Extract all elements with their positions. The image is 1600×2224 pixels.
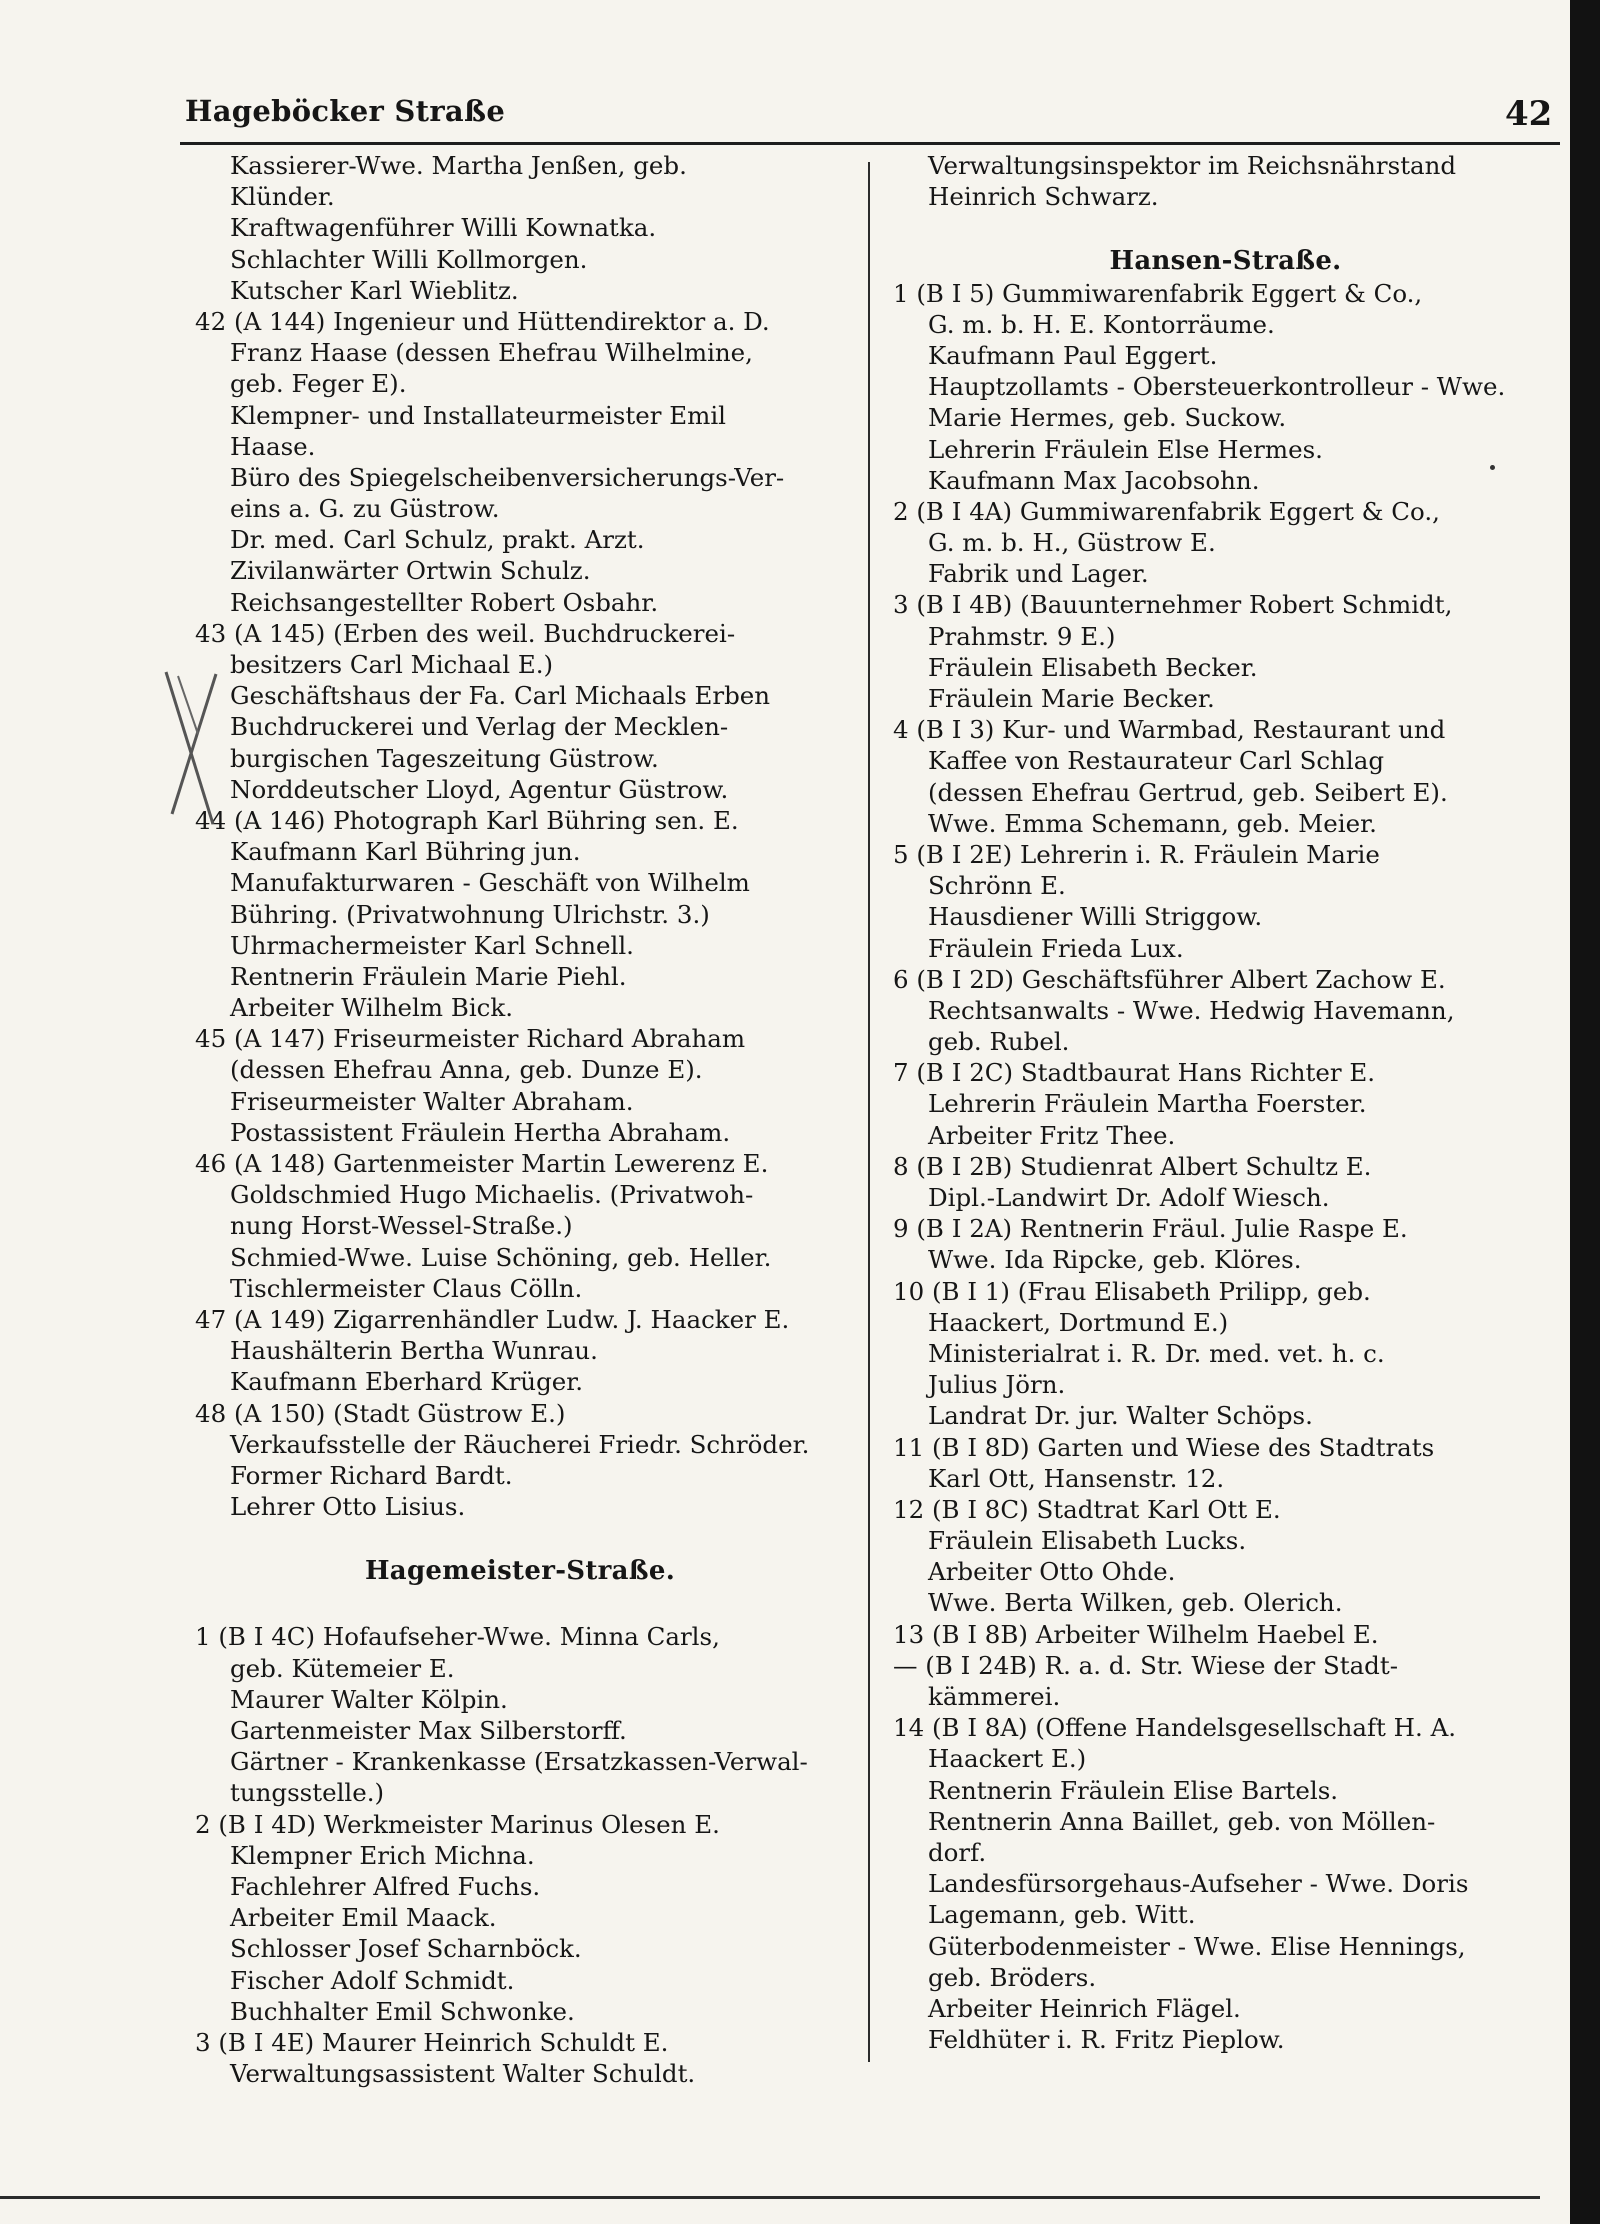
house-entry-line: — (B I 24B) R. a. d. Str. Wiese der Stadt- [893, 1650, 1398, 1680]
directory-line: Kaffee von Restaurateur Carl Schlag [928, 746, 1385, 776]
house-entry-line: 14 (B I 8A) (Offene Handelsgesellschaft H. A. [893, 1713, 1457, 1743]
column-divider [868, 162, 870, 2062]
directory-line: geb. Rubel. [928, 1027, 1070, 1057]
directory-line: Landesfürsorgehaus-Aufseher - Wwe. Doris [928, 1869, 1469, 1899]
directory-line: Haushälterin Bertha Wunrau. [230, 1336, 598, 1366]
directory-line: Fischer Adolf Schmidt. [230, 1965, 515, 1995]
directory-line: Rentnerin Fräulein Elise Bartels. [928, 1775, 1339, 1805]
directory-line: Arbeiter Emil Maack. [230, 1903, 497, 1933]
directory-line: Zivilanwärter Ortwin Schulz. [230, 556, 591, 586]
directory-line: geb. Feger E). [230, 369, 407, 399]
directory-line: Güterbodenmeister - Wwe. Elise Hennings, [928, 1931, 1466, 1961]
house-entry-line: 42 (A 144) Ingenieur und Hüttendirektor a. D. [195, 306, 770, 336]
directory-line: Buchhalter Emil Schwonke. [230, 1996, 575, 2026]
house-entry-line: 3 (B I 4B) (Bauunternehmer Robert Schmidt, [893, 590, 1453, 620]
directory-line: (dessen Ehefrau Anna, geb. Dunze E). [230, 1055, 703, 1085]
directory-line: Julius Jörn. [928, 1370, 1066, 1400]
directory-line: Fabrik und Lager. [928, 559, 1149, 589]
directory-line: burgischen Tageszeitung Güstrow. [230, 743, 659, 773]
directory-line: Wwe. Berta Wilken, geb. Olerich. [928, 1588, 1343, 1618]
directory-line: Kaufmann Eberhard Krüger. [230, 1367, 584, 1397]
page-number: 42 [1505, 94, 1553, 134]
directory-line: Franz Haase (dessen Ehefrau Wilhelmine, [230, 338, 753, 368]
directory-line: Schrönn E. [928, 871, 1066, 901]
street-heading: Hansen-Straße. [1109, 246, 1342, 277]
directory-line: Bühring. (Privatwohnung Ulrichstr. 3.) [230, 899, 710, 929]
directory-line: Schmied-Wwe. Luise Schöning, geb. Heller. [230, 1242, 772, 1272]
house-entry-line: 1 (B I 5) Gummiwarenfabrik Eggert & Co., [893, 278, 1423, 308]
directory-line: Arbeiter Otto Ohde. [928, 1557, 1176, 1587]
directory-line: Kassierer-Wwe. Martha Jenßen, geb. [230, 151, 687, 180]
handwritten-cross-mark [158, 664, 228, 834]
directory-line: Verwaltungsassistent Walter Schuldt. [230, 2059, 696, 2089]
directory-line: Arbeiter Wilhelm Bick. [230, 993, 514, 1023]
directory-line: Buchdruckerei und Verlag der Mecklen- [230, 712, 729, 742]
directory-line: Arbeiter Fritz Thee. [928, 1120, 1176, 1150]
directory-line: Gartenmeister Max Silberstorff. [230, 1716, 627, 1745]
house-entry-line: 45 (A 147) Friseurmeister Richard Abraham [195, 1024, 746, 1054]
section-spacer [195, 1587, 845, 1621]
directory-line: Heinrich Schwarz. [928, 182, 1159, 212]
directory-line: Landrat Dr. jur. Walter Schöps. [928, 1401, 1313, 1431]
house-entry-line: 2 (B I 4D) Werkmeister Marinus Olesen E. [195, 1809, 720, 1839]
directory-line: Kutscher Karl Wieblitz. [230, 275, 519, 305]
directory-line: (dessen Ehefrau Gertrud, geb. Seibert E). [928, 777, 1448, 807]
directory-line: Lehrer Otto Lisius. [230, 1492, 466, 1522]
directory-line: kämmerei. [928, 1682, 1061, 1711]
directory-line: Schlosser Josef Scharnböck. [230, 1934, 582, 1964]
directory-line: Ministerialrat i. R. Dr. med. vet. h. c. [928, 1338, 1385, 1368]
section-spacer [893, 212, 1558, 246]
house-entry-line: 11 (B I 8D) Garten und Wiese des Stadtrats [893, 1432, 1435, 1462]
running-title: Hageböcker Straße [185, 94, 506, 128]
directory-line: Manufakturwaren - Geschäft von Wilhelm [230, 868, 750, 898]
directory-line: tungsstelle.) [230, 1778, 385, 1808]
directory-line: G. m. b. H., Güstrow E. [928, 528, 1216, 558]
directory-line: Prahmstr. 9 E.) [928, 621, 1116, 651]
house-entry-line: 10 (B I 1) (Frau Elisabeth Prilipp, geb. [893, 1276, 1371, 1306]
directory-line: Dr. med. Carl Schulz, prakt. Arzt. [230, 525, 645, 555]
section-spacer [195, 1522, 845, 1556]
directory-line: Büro des Spiegelscheibenversicherungs-Ver- [230, 462, 785, 492]
directory-line: Geschäftshaus der Fa. Carl Michaals Erben [230, 681, 771, 711]
house-entry-line: 3 (B I 4E) Maurer Heinrich Schuldt E. [195, 2027, 669, 2057]
directory-line: Haackert, Dortmund E.) [928, 1307, 1229, 1337]
directory-line: Tischlermeister Claus Cölln. [230, 1273, 583, 1303]
directory-line: Rechtsanwalts - Wwe. Hedwig Havemann, [928, 995, 1455, 1025]
directory-line: Fräulein Frieda Lux. [928, 933, 1184, 963]
house-entry-line: 44 (A 146) Photograph Karl Bühring sen. E. [195, 805, 739, 835]
directory-line: Arbeiter Heinrich Flägel. [928, 1993, 1241, 2023]
left-column [195, 150, 845, 2089]
directory-line: Goldschmied Hugo Michaelis. (Privatwoh- [230, 1180, 754, 1210]
directory-line: Former Richard Bardt. [230, 1460, 513, 1490]
house-entry-line: 6 (B I 2D) Geschäftsführer Albert Zachow E. [893, 964, 1446, 994]
directory-line: Verwaltungsinspektor im Reichsnährstand [928, 151, 1457, 180]
house-entry-line: 7 (B I 2C) Stadtbaurat Hans Richter E. [893, 1058, 1376, 1088]
directory-line: Fräulein Marie Becker. [928, 684, 1215, 713]
house-entry-line: 4 (B I 3) Kur- und Warmbad, Restaurant und [893, 715, 1446, 745]
directory-line: Lagemann, geb. Witt. [928, 1900, 1196, 1930]
directory-line: Klünder. [230, 182, 335, 212]
directory-line: Verkaufsstelle der Räucherei Friedr. Schröder. [230, 1429, 810, 1459]
directory-line: Lehrerin Fräulein Martha Foerster. [928, 1089, 1367, 1119]
stray-dot [1490, 465, 1495, 470]
directory-line: Dipl.-Landwirt Dr. Adolf Wiesch. [928, 1183, 1330, 1212]
page-edge-line [0, 2196, 1540, 2199]
directory-line: Hauptzollamts - Obersteuerkontrolleur - Wwe. [928, 372, 1506, 402]
house-entry-line: 13 (B I 8B) Arbeiter Wilhelm Haebel E. [893, 1619, 1379, 1649]
directory-line: Kraftwagenführer Willi Kownatka. [230, 213, 657, 243]
directory-line: Wwe. Emma Schemann, geb. Meier. [928, 808, 1377, 838]
directory-line: nung Horst-Wessel-Straße.) [230, 1211, 573, 1241]
directory-line: G. m. b. H. E. Kontorräume. [928, 309, 1275, 339]
directory-line: Fräulein Elisabeth Lucks. [928, 1526, 1247, 1556]
directory-line: Hausdiener Willi Striggow. [928, 902, 1263, 932]
house-entry-line: 46 (A 148) Gartenmeister Martin Lewerenz E. [195, 1149, 769, 1178]
house-entry-line: 5 (B I 2E) Lehrerin i. R. Fräulein Marie [893, 839, 1380, 869]
directory-line: geb. Bröders. [928, 1962, 1097, 1992]
directory-line: Fachlehrer Alfred Fuchs. [230, 1871, 541, 1901]
directory-line: Schlachter Willi Kollmorgen. [230, 244, 588, 274]
house-entry-line: 2 (B I 4A) Gummiwarenfabrik Eggert & Co., [893, 496, 1440, 526]
directory-line: Klempner- und Installateurmeister Emil [230, 400, 727, 430]
street-heading: Hagemeister-Straße. [364, 1556, 676, 1587]
directory-line: besitzers Carl Michaal E.) [230, 650, 554, 679]
directory-line: Friseurmeister Walter Abraham. [230, 1086, 634, 1116]
right-column [893, 150, 1558, 2055]
house-entry-line: 48 (A 150) (Stadt Güstrow E.) [195, 1398, 566, 1428]
directory-line: Gärtner - Krankenkasse (Ersatzkassen-Verwal- [230, 1747, 808, 1777]
directory-line: Maurer Walter Kölpin. [230, 1684, 508, 1714]
scan-border [1570, 0, 1600, 2224]
directory-line: Kaufmann Karl Bühring jun. [230, 837, 581, 867]
directory-line: dorf. [928, 1837, 987, 1867]
directory-line: Norddeutscher Lloyd, Agentur Güstrow. [230, 774, 729, 804]
house-entry-line: 9 (B I 2A) Rentnerin Fräul. Julie Raspe E. [893, 1214, 1408, 1244]
directory-line: Rentnerin Anna Baillet, geb. von Möllen- [928, 1806, 1436, 1836]
directory-line: Reichsangestellter Robert Osbahr. [230, 587, 659, 617]
directory-line: Karl Ott, Hansenstr. 12. [928, 1463, 1225, 1493]
directory-line: eins a. G. zu Güstrow. [230, 494, 500, 524]
directory-line: Marie Hermes, geb. Suckow. [928, 403, 1287, 433]
directory-line: Feldhüter i. R. Fritz Pieplow. [928, 2025, 1285, 2055]
directory-line: Haackert E.) [928, 1744, 1087, 1774]
house-entry-line: 47 (A 149) Zigarrenhändler Ludw. J. Haacker E. [195, 1304, 790, 1334]
directory-line: Haase. [230, 431, 316, 461]
house-entry-line: 8 (B I 2B) Studienrat Albert Schultz E. [893, 1151, 1372, 1181]
directory-line: Postassistent Fräulein Hertha Abraham. [230, 1117, 731, 1147]
directory-line: Klempner Erich Michna. [230, 1840, 535, 1870]
directory-line: geb. Kütemeier E. [230, 1653, 455, 1683]
directory-line: Wwe. Ida Ripcke, geb. Klöres. [928, 1245, 1302, 1275]
house-entry-line: 12 (B I 8C) Stadtrat Karl Ott E. [893, 1494, 1281, 1524]
directory-line: Kaufmann Paul Eggert. [928, 340, 1218, 370]
directory-line: Lehrerin Fräulein Else Hermes. [928, 434, 1323, 464]
directory-line: Rentnerin Fräulein Marie Piehl. [230, 961, 627, 991]
house-entry-line: 43 (A 145) (Erben des weil. Buchdruckerei- [195, 618, 736, 648]
header-rule [180, 142, 1560, 145]
house-entry-line: 1 (B I 4C) Hofaufseher-Wwe. Minna Carls, [195, 1622, 720, 1652]
directory-line: Fräulein Elisabeth Becker. [928, 652, 1258, 682]
directory-line: Uhrmachermeister Karl Schnell. [230, 930, 634, 960]
directory-line: Kaufmann Max Jacobsohn. [928, 465, 1260, 495]
